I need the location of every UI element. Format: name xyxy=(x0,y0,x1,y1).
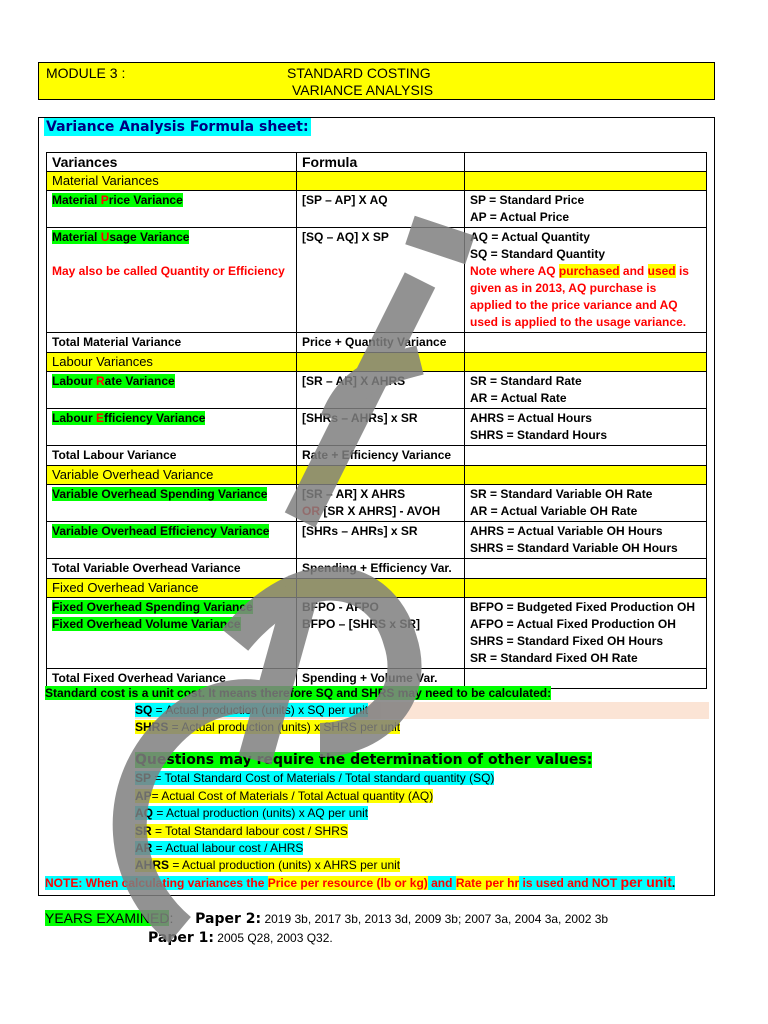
formula: Price + Quantity Variance xyxy=(297,333,465,353)
variance-name: Variable Overhead Spending Variance xyxy=(52,487,268,501)
module-header xyxy=(38,62,715,100)
sp-formula: SP = Total Standard Cost of Materials / Total standard quantity (SQ) xyxy=(135,771,495,785)
section-fixed-overhead xyxy=(47,579,707,598)
module-number: MODULE 3 : xyxy=(46,65,126,81)
module-subtitle: VARIANCE ANALYSIS xyxy=(292,82,434,98)
variance-name: Fixed Overhead Spending Variance xyxy=(52,600,253,614)
formula: Spending + Volume Var. xyxy=(297,669,465,689)
table-row xyxy=(47,485,707,522)
definitions: SP = Standard Price AP = Actual Price xyxy=(465,191,707,228)
aq-note: Note where AQ purchased and used is given as in 2013, AQ purchase is applied to the price variance and AQ used is applied to the usage variance. xyxy=(470,264,689,329)
formula-table xyxy=(46,152,707,689)
ap-formula: AP= Actual Cost of Materials / Total Actual quantity (AQ) xyxy=(135,789,434,803)
definitions: AQ = Actual Quantity SQ = Standard Quantity Note where AQ purchased and used is given as in 2013, AQ purchase is applied to the price variance and AQ used is applied to the usage variance. xyxy=(465,228,707,333)
header-variances: Variances xyxy=(47,153,297,172)
section-variable-overhead xyxy=(47,466,707,485)
ahrs-formula: AHRS = Actual production (units) x AHRS per unit xyxy=(135,858,401,872)
definitions: BFPO = Budgeted Fixed Production OH AFPO = Actual Fixed Production OH SHRS = Standard Fixed OH Hours SR = Standard Fixed OH Rate xyxy=(465,598,707,669)
questions-heading: Questions may require the determination of other values: xyxy=(135,752,593,768)
table-row xyxy=(47,522,707,559)
formula: [SR – AR] X AHRS OR [SR X AHRS] - AVOH xyxy=(297,485,465,522)
variance-name: Labour Rate Variance xyxy=(52,374,175,388)
shrs-formula: SHRS = Actual production (units) x SHRS per unit xyxy=(135,720,401,734)
years-examined: YEARS EXAMINED: Paper 2: 2019 3b, 2017 3b, 2013 3d, 2009 3b; 2007 3a, 2004 3a, 2002 3b xyxy=(45,910,609,927)
sheet-title: Variance Analysis Formula sheet: xyxy=(46,119,309,135)
formula: [SHRs – AHRs] x SR xyxy=(297,522,465,559)
paper2-label: Paper 2: xyxy=(195,911,262,927)
section-labour xyxy=(47,353,707,372)
table-row xyxy=(47,228,707,333)
ar-formula: AR = Actual labour cost / AHRS xyxy=(135,841,304,855)
module-title: STANDARD COSTING xyxy=(287,65,431,81)
table-row xyxy=(47,409,707,446)
formula: [SQ – AQ] X SP xyxy=(297,228,465,333)
section-title: Labour Variances xyxy=(47,353,297,372)
section-title: Material Variances xyxy=(47,172,297,191)
variance-name: Total Labour Variance xyxy=(47,446,297,466)
formula: Rate + Efficiency Variance xyxy=(297,446,465,466)
aq-formula: AQ = Actual production (units) x AQ per unit xyxy=(135,806,369,820)
standard-cost-note: Standard cost is a unit cost. It means therefore SQ and SHRS may need to be calculated: xyxy=(45,686,552,700)
paper1-label: Paper 1: xyxy=(148,930,214,946)
header-formula: Formula xyxy=(297,153,465,172)
formula: [SR – AR] X AHRS xyxy=(297,372,465,409)
table-row xyxy=(47,333,707,353)
table-row xyxy=(47,372,707,409)
sr-formula: SR = Total Standard labour cost / SHRS xyxy=(135,824,348,838)
definitions: SR = Standard Rate AR = Actual Rate xyxy=(465,372,707,409)
variance-name: Fixed Overhead Volume Variance xyxy=(52,617,241,631)
variance-name: Variable Overhead Efficiency Variance xyxy=(52,524,270,538)
sq-formula: SQ = Actual production (units) x SQ per unit xyxy=(135,702,709,719)
section-title: Variable Overhead Variance xyxy=(47,466,297,485)
definitions: AHRS = Actual Hours SHRS = Standard Hours xyxy=(465,409,707,446)
formula: Spending + Efficiency Var. xyxy=(297,559,465,579)
years-label: YEARS EXAMINED xyxy=(45,910,170,926)
definitions: AHRS = Actual Variable OH Hours SHRS = Standard Variable OH Hours xyxy=(465,522,707,559)
formula: [SP – AP] X AQ xyxy=(297,191,465,228)
variance-name: Total Fixed Overhead Variance xyxy=(47,669,297,689)
section-material xyxy=(47,172,707,191)
paper1-row xyxy=(148,928,333,947)
table-row xyxy=(47,598,707,669)
section-title: Fixed Overhead Variance xyxy=(47,579,297,598)
paper1-years: 2005 Q28, 2003 Q32. xyxy=(213,931,333,945)
usage-alt-name-note: May also be called Quantity or Efficiency xyxy=(52,264,285,278)
variance-name: Material Price Variance xyxy=(52,193,183,207)
variance-name: Labour Efficiency Variance xyxy=(52,411,206,425)
formula: [SHRs – AHRs] x SR xyxy=(297,409,465,446)
table-header-row xyxy=(47,153,707,172)
variance-name: Total Variable Overhead Variance xyxy=(47,559,297,579)
variance-name: Material Usage Variance xyxy=(52,230,190,244)
per-resource-note: NOTE: When calculating variances the Price per resource (lb or kg) and Rate per hr is used and NOT per unit. xyxy=(45,874,676,890)
table-row xyxy=(47,559,707,579)
paper2-years: 2019 3b, 2017 3b, 2013 3d, 2009 3b; 2007 3a, 2004 3a, 2002 3b xyxy=(261,912,609,926)
formula: BFPO - AFPO BFPO – [SHRS x SR] xyxy=(297,598,465,669)
table-row xyxy=(47,191,707,228)
definitions: SR = Standard Variable OH Rate AR = Actual Variable OH Rate xyxy=(465,485,707,522)
table-row xyxy=(47,446,707,466)
variance-name: Total Material Variance xyxy=(47,333,297,353)
